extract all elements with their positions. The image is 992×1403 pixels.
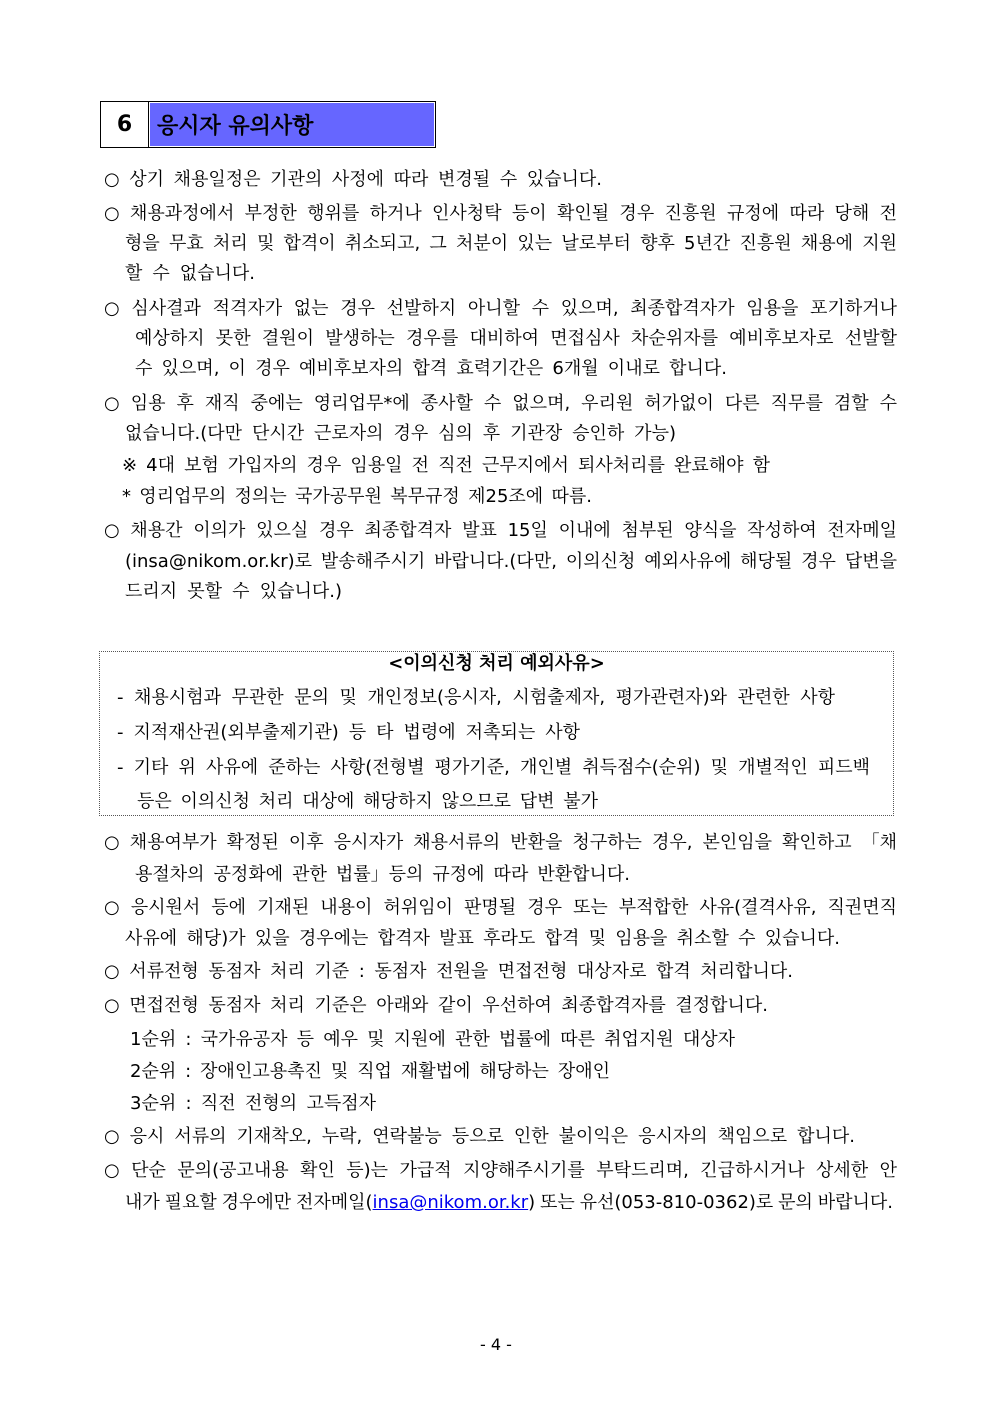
exception-box-title: <이의신청 처리 예외사유> <box>388 653 605 674</box>
notice-line: 형을 무효 처리 및 합격이 취소되고, 그 처분이 있는 날로부터 향후 5년간 진흥원 채용에 지원 <box>125 233 897 254</box>
notice-line: ○ 단순 문의(공고내용 확인 등)는 가급적 지양해주시기를 부탁드리며, 긴급하시거나 상세한 안 <box>104 1160 897 1181</box>
section-header <box>100 101 436 148</box>
notice-line: 용절차의 공정화에 관한 법률」등의 규정에 따라 반환합니다. <box>135 864 630 885</box>
exception-line: 등은 이의신청 처리 대상에 해당하지 않으므로 답변 불가 <box>137 791 598 812</box>
page-number: - 4 - <box>480 1335 512 1354</box>
notice-line: ○ 채용여부가 확정된 이후 응시자가 채용서류의 반환을 청구하는 경우, 본인임을 확인하고 「채 <box>104 832 897 853</box>
section-number: 6 <box>101 102 149 147</box>
notice-line: (insa@nikom.or.kr)로 발송해주시기 바랍니다.(다만, 이의신청 예외사유에 해당될 경우 답변을 <box>125 551 897 572</box>
notice-line: 예상하지 못한 결원이 발생하는 경우를 대비하여 면접심사 차순위자를 예비후보자로 선발할 <box>135 328 897 349</box>
note-line: * 영리업무의 정의는 국가공무원 복무규정 제25조에 따름. <box>122 486 592 507</box>
note-line: ※ 4대 보험 가입자의 경우 임용일 전 직전 근무지에서 퇴사처리를 완료해야 함 <box>122 455 770 476</box>
contact-text-after: ) 또는 유선(053-810-0362)로 문의 바랍니다. <box>528 1192 893 1213</box>
notice-line: 수 있으며, 이 경우 예비후보자의 합격 효력기간은 6개월 이내로 합니다. <box>135 358 727 379</box>
notice-line: ○ 응시 서류의 기재착오, 누락, 연락불능 등으로 인한 불이익은 응시자의 책임으로 합니다. <box>104 1126 855 1147</box>
notice-line: 할 수 없습니다. <box>125 263 255 284</box>
rank-line: 1순위 : 국가유공자 등 예우 및 지원에 관한 법률에 따른 취업지원 대상자 <box>130 1029 735 1050</box>
notice-line: ○ 채용과정에서 부정한 행위를 하거나 인사청탁 등이 확인될 경우 진흥원 규정에 따라 당해 전 <box>104 203 897 224</box>
notice-line: ○ 서류전형 동점자 처리 기준 : 동점자 전원을 면접전형 대상자로 합격 처리합니다. <box>104 961 793 982</box>
exception-line: - 기타 위 사유에 준하는 사항(전형별 평가기준, 개인별 취득점수(순위) 및 개별적인 피드백 <box>117 757 870 778</box>
notice-line: 드리지 못할 수 있습니다.) <box>125 581 342 602</box>
notice-line: 없습니다.(다만 단시간 근로자의 경우 심의 후 기관장 승인하 가능) <box>125 423 676 444</box>
email-link[interactable]: insa@nikom.or.kr <box>372 1192 529 1213</box>
exception-line: - 채용시험과 무관한 문의 및 개인정보(응시자, 시험출제자, 평가관련자)와 관련한 사항 <box>117 687 835 708</box>
notice-line-contact <box>125 1192 893 1214</box>
notice-line: ○ 심사결과 적격자가 없는 경우 선발하지 아니할 수 있으며, 최종합격자가 임용을 포기하거나 <box>104 298 897 319</box>
notice-line: ○ 상기 채용일정은 기관의 사정에 따라 변경될 수 있습니다. <box>104 169 602 190</box>
notice-line: ○ 임용 후 재직 중에는 영리업무*에 종사할 수 없으며, 우리원 허가없이 다른 직무를 겸할 수 <box>104 393 897 414</box>
notice-line: ○ 채용간 이의가 있으실 경우 최종합격자 발표 15일 이내에 첨부된 양식을 작성하여 전자메일 <box>104 520 897 541</box>
rank-line: 3순위 : 직전 전형의 고득점자 <box>130 1093 376 1114</box>
section-title: 응시자 유의사항 <box>149 102 435 147</box>
notice-line: ○ 면접전형 동점자 처리 기준은 아래와 같이 우선하여 최종합격자를 결정합니다. <box>104 995 768 1016</box>
notice-line: 사유에 해당)가 있을 경우에는 합격자 발표 후라도 합격 및 임용을 취소할 수 있습니다. <box>125 928 840 949</box>
contact-text-before: 내가 필요할 경우에만 전자메일( <box>125 1192 373 1213</box>
rank-line: 2순위 : 장애인고용촉진 및 직업 재활법에 해당하는 장애인 <box>130 1061 610 1082</box>
exception-line: - 지적재산권(외부출제기관) 등 타 법령에 저촉되는 사항 <box>117 722 580 743</box>
notice-line: ○ 응시원서 등에 기재된 내용이 허위임이 판명될 경우 또는 부적합한 사유(결격사유, 직권면직 <box>104 897 897 918</box>
